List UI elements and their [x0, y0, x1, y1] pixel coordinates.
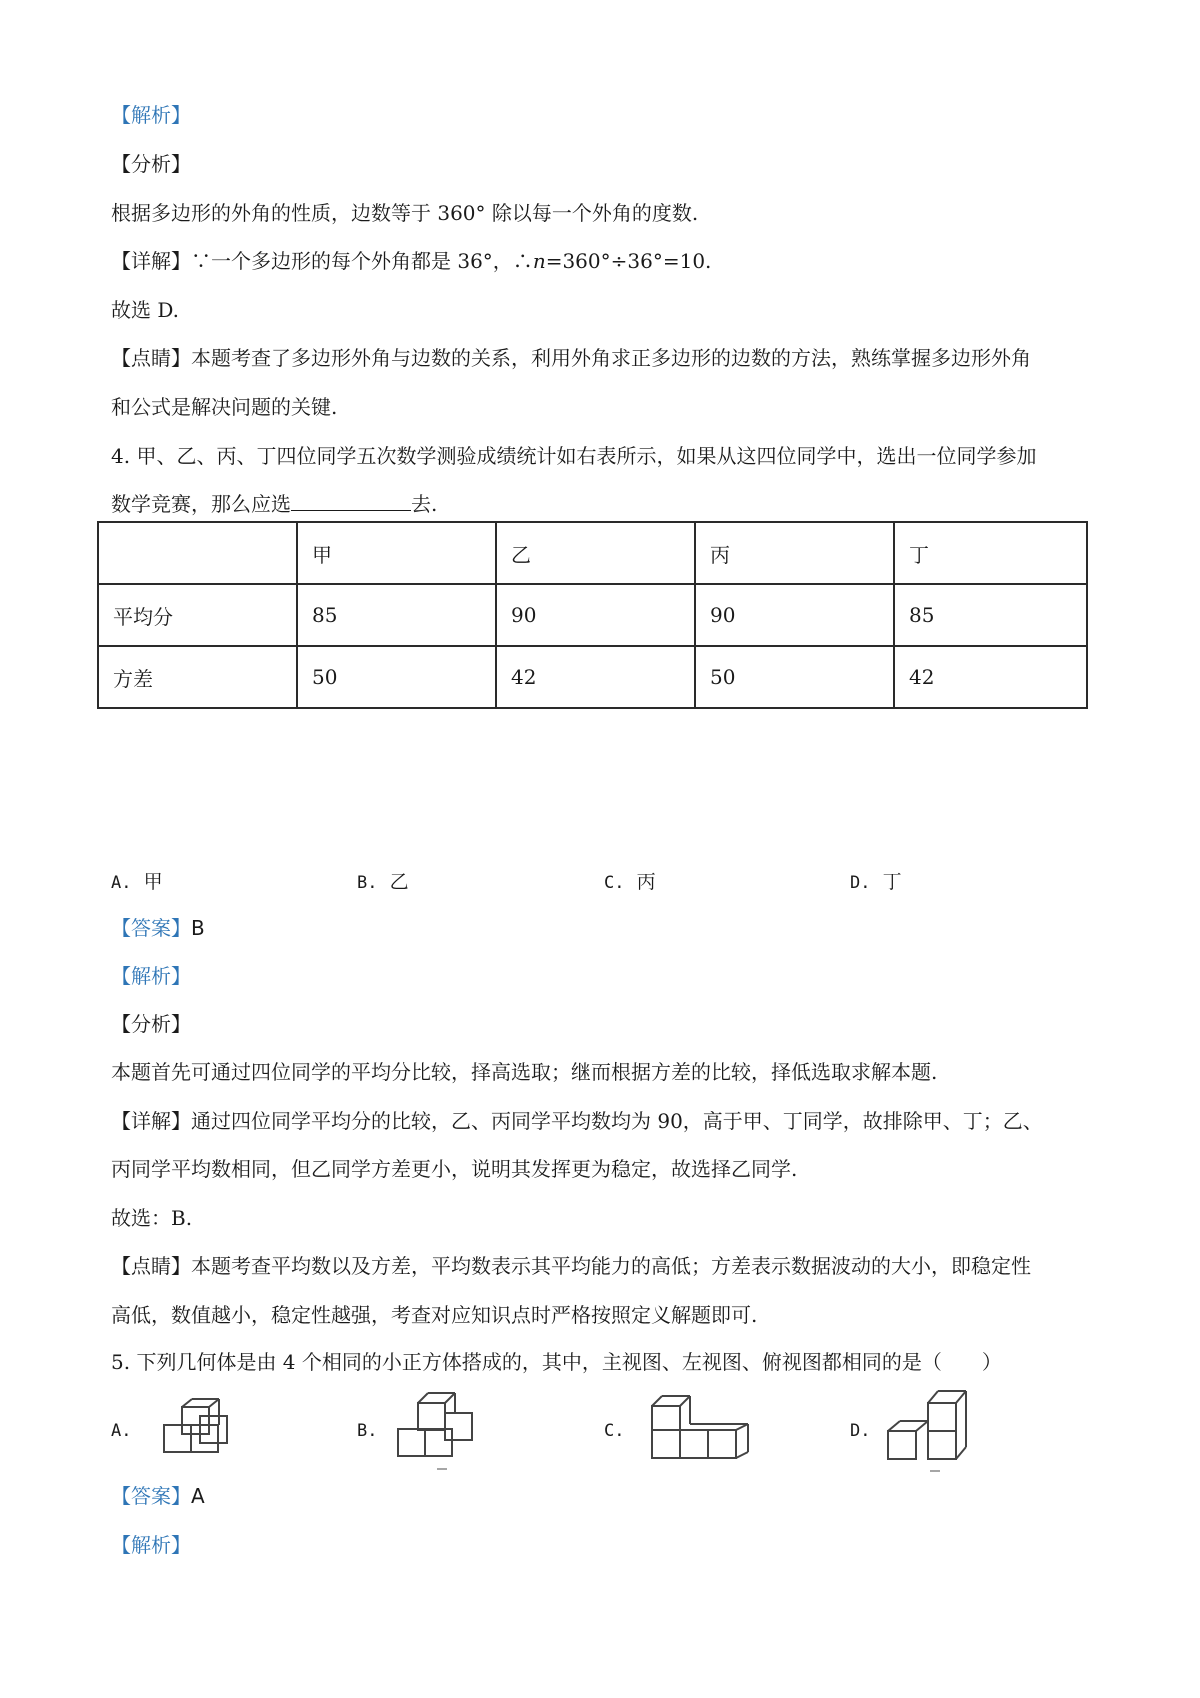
- q3-detail-variable: n: [532, 249, 546, 273]
- answer-blank: [291, 490, 411, 511]
- q3-jiexi-heading: 【解析】: [111, 103, 191, 127]
- q4-answer-value: B: [191, 916, 205, 940]
- q3-analysis: 根据多边形的外角的性质，边数等于 360° 除以每一个外角的度数.: [111, 201, 699, 225]
- table-header-cell: 甲: [297, 522, 496, 584]
- q3-dianjing-line1: 【点睛】本题考查了多边形外角与边数的关系，利用外角求正多边形的边数的方法，熟练掌握多边形外角: [111, 346, 1031, 370]
- q3-dianjing-line2: 和公式是解决问题的关键.: [111, 395, 338, 419]
- q4-jiexi-heading: 【解析】: [111, 964, 191, 988]
- q4-answer: [111, 914, 205, 942]
- row-label: 平均分: [98, 584, 297, 646]
- table-cell: 42: [496, 646, 695, 708]
- q3-detail-post: =360°÷36°=10.: [545, 249, 712, 273]
- q3-choose: 故选 D.: [111, 298, 180, 322]
- q5-answer-tag: 【答案】: [111, 1484, 191, 1508]
- q4-choose: 故选：B.: [111, 1206, 193, 1230]
- q4-stem-pre: 数学竞赛，那么应选: [111, 492, 291, 516]
- q4-detail-line1: 【详解】通过四位同学平均分的比较，乙、丙同学平均数均为 90，高于甲、丁同学，故排除甲、丁；乙、: [111, 1109, 1043, 1133]
- row-label: 方差: [98, 646, 297, 708]
- cube-stack-a-icon: [156, 1389, 236, 1469]
- q4-option-c: C. 丙: [604, 871, 656, 893]
- table-cell: [98, 522, 297, 584]
- table-header-cell: 丁: [894, 522, 1087, 584]
- table-cell: 50: [297, 646, 496, 708]
- q3-detail-pre: ∵一个多边形的每个外角都是 36°，∴: [191, 249, 533, 273]
- table-cell: 90: [496, 584, 695, 646]
- q4-dianjing-line1: 【点睛】本题考查平均数以及方差，平均数表示其平均能力的高低；方差表示数据波动的大小，即稳定性: [111, 1254, 1031, 1278]
- q4-detail-line2: 丙同学平均数相同，但乙同学方差更小，说明其发挥更为稳定，故选择乙同学.: [111, 1157, 798, 1181]
- table-cell: 85: [894, 584, 1087, 646]
- q5-jiexi-heading: 【解析】: [111, 1533, 191, 1557]
- q3-detail-tag: 【详解】: [111, 249, 191, 273]
- q4-option-b: B. 乙: [357, 871, 409, 893]
- table-header-cell: 丙: [695, 522, 894, 584]
- q4-option-d: D. 丁: [850, 871, 902, 893]
- q4-stem-line2: [111, 490, 437, 518]
- q4-dianjing-line2: 高低，数值越小，稳定性越强，考查对应知识点时严格按照定义解题即可.: [111, 1303, 758, 1327]
- table-cell: 85: [297, 584, 496, 646]
- q5-option-d-label: D.: [850, 1421, 871, 1441]
- cube-stack-d-icon: [884, 1385, 984, 1477]
- q5-option-c-label: C.: [604, 1421, 625, 1441]
- cube-stack-b-icon: [394, 1389, 486, 1475]
- q5-answer-value: A: [191, 1484, 205, 1508]
- q3-detail: [111, 247, 711, 275]
- q4-option-a: A. 甲: [111, 871, 163, 893]
- q3-fenxi-heading: 【分析】: [111, 152, 191, 176]
- q4-answer-tag: 【答案】: [111, 916, 191, 940]
- score-table: [97, 521, 1088, 709]
- cube-stack-c-icon: [648, 1392, 754, 1470]
- q5-option-b-label: B.: [357, 1421, 378, 1441]
- q4-analysis: 本题首先可通过四位同学的平均分比较，择高选取；继而根据方差的比较，择低选取求解本题.: [111, 1060, 938, 1084]
- table-cell: 50: [695, 646, 894, 708]
- table-header-row: [98, 522, 1087, 584]
- q4-stem-line1: 4. 甲、乙、丙、丁四位同学五次数学测验成绩统计如右表所示，如果从这四位同学中，选出一位同学参加: [111, 444, 1037, 468]
- q5-option-a-label: A.: [111, 1421, 132, 1441]
- q4-stem-post: 去.: [411, 492, 438, 516]
- table-row: [98, 584, 1087, 646]
- table-cell: 90: [695, 584, 894, 646]
- table-row: [98, 646, 1087, 708]
- q4-fenxi-heading: 【分析】: [111, 1012, 191, 1036]
- q5-stem: 5. 下列几何体是由 4 个相同的小正方体搭成的，其中，主视图、左视图、俯视图都相同的是（ ）: [111, 1350, 1002, 1374]
- table-header-cell: 乙: [496, 522, 695, 584]
- table-cell: 42: [894, 646, 1087, 708]
- q5-answer: [111, 1482, 205, 1510]
